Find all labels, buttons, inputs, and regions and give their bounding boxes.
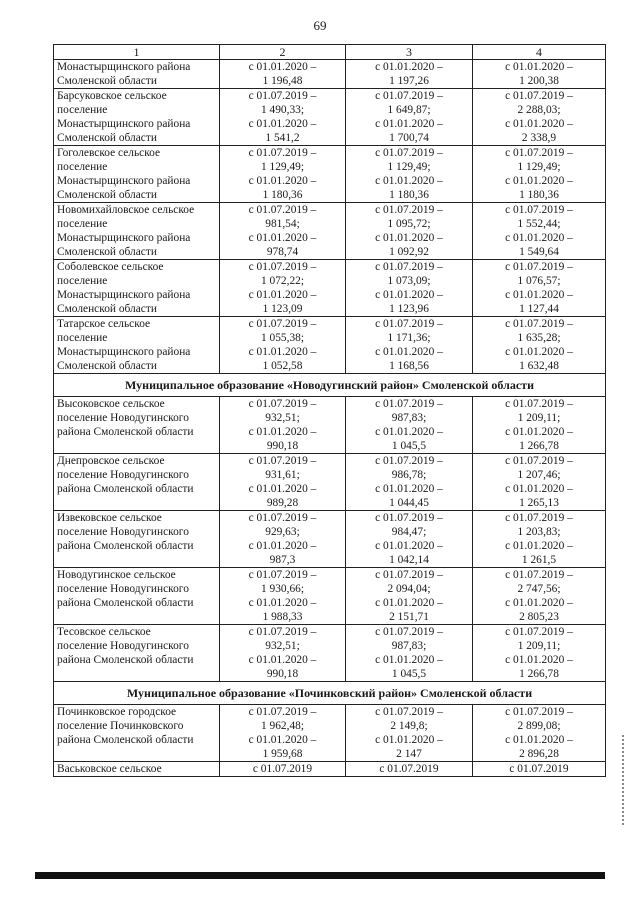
settlement-cell: Извековское сельское поселение Новодугинского района Смоленской области bbox=[54, 511, 220, 568]
tariff-cell-col3: с 01.07.2019 bbox=[346, 762, 473, 777]
tariff-cell-col4: с 01.07.2019 – 1 552,44; с 01.01.2020 – 1 549,64 bbox=[473, 203, 606, 260]
tariff-cell-col2: с 01.07.2019 – 1 055,38; с 01.01.2020 – 1 052,58 bbox=[220, 317, 346, 374]
settlement-cell: Монастырщинского района Смоленской области bbox=[54, 60, 220, 89]
tariff-cell-col4: с 01.01.2020 – 1 200,38 bbox=[473, 60, 606, 89]
tariff-cell-col4: с 01.07.2019 bbox=[473, 762, 606, 777]
header-cell-1: 1 bbox=[54, 45, 220, 60]
tariff-cell-col2: с 01.07.2019 – 1 930,66; с 01.01.2020 – 1 988,33 bbox=[220, 568, 346, 625]
settlement-cell: Днепровское сельское поселение Новодугинского района Смоленской области bbox=[54, 454, 220, 511]
tariff-cell-col3: с 01.07.2019 – 984,47; с 01.01.2020 – 1 042,14 bbox=[346, 511, 473, 568]
tariff-cell-col2: с 01.07.2019 – 932,51; с 01.01.2020 – 990,18 bbox=[220, 397, 346, 454]
settlement-cell: Васьковское сельское bbox=[54, 762, 220, 777]
tariff-cell-col3: с 01.07.2019 – 986,78; с 01.01.2020 – 1 044,45 bbox=[346, 454, 473, 511]
header-cell-2: 2 bbox=[220, 45, 346, 60]
settlement-cell: Соболевское сельское поселение Монастырщинского района Смоленской области bbox=[54, 260, 220, 317]
table-row bbox=[54, 568, 606, 625]
tariff-cell-col4: с 01.07.2019 – 1 203,83; с 01.01.2020 – 1 261,5 bbox=[473, 511, 606, 568]
tariff-table-body bbox=[54, 45, 606, 777]
header-cell-3: 3 bbox=[346, 45, 473, 60]
tariff-cell-col3: с 01.07.2019 – 1 073,09; с 01.01.2020 – 1 123,96 bbox=[346, 260, 473, 317]
tariff-cell-col2: с 01.07.2019 – 929,63; с 01.01.2020 – 987,3 bbox=[220, 511, 346, 568]
tariff-cell-col2: с 01.07.2019 – 981,54; с 01.01.2020 – 978,74 bbox=[220, 203, 346, 260]
tariff-cell-col4: с 01.07.2019 – 1 209,11; с 01.01.2020 – 1 266,78 bbox=[473, 397, 606, 454]
table-row bbox=[54, 625, 606, 682]
tariff-cell-col4: с 01.07.2019 – 1 129,49; с 01.01.2020 – 1 180,36 bbox=[473, 146, 606, 203]
tariff-cell-col2: с 01.07.2019 – 932,51; с 01.01.2020 – 990,18 bbox=[220, 625, 346, 682]
settlement-cell: Новомихайловское сельское поселение Монастырщинского района Смоленской области bbox=[54, 203, 220, 260]
section-header-row bbox=[54, 682, 606, 705]
settlement-cell: Гоголевское сельское поселение Монастырщинского района Смоленской области bbox=[54, 146, 220, 203]
table-header-row bbox=[54, 45, 606, 60]
tariff-cell-col4: с 01.07.2019 – 2 899,08; с 01.01.2020 – 2 896,28 bbox=[473, 705, 606, 762]
tariff-cell-col2: с 01.07.2019 – 1 962,48; с 01.01.2020 – 1 959,68 bbox=[220, 705, 346, 762]
tariff-cell-col4: с 01.07.2019 – 1 207,46; с 01.01.2020 – 1 265,13 bbox=[473, 454, 606, 511]
tariff-cell-col2: с 01.01.2020 – 1 196,48 bbox=[220, 60, 346, 89]
tariff-cell-col2: с 01.07.2019 – 931,61; с 01.01.2020 – 989,28 bbox=[220, 454, 346, 511]
tariff-cell-col3: с 01.07.2019 – 2 094,04; с 01.01.2020 – 2 151,71 bbox=[346, 568, 473, 625]
tariff-cell-col2: с 01.07.2019 – 1 072,22; с 01.01.2020 – 1 123,09 bbox=[220, 260, 346, 317]
page-number: 69 bbox=[313, 18, 327, 33]
table-row bbox=[54, 89, 606, 146]
scan-edge-marks bbox=[622, 735, 626, 825]
tariff-cell-col4: с 01.07.2019 – 2 288,03; с 01.01.2020 – 2 338,9 bbox=[473, 89, 606, 146]
tariff-cell-col3: с 01.07.2019 – 1 649,87; с 01.01.2020 – 1 700,74 bbox=[346, 89, 473, 146]
settlement-cell: Починковское городское поселение Починковского района Смоленской области bbox=[54, 705, 220, 762]
table-row bbox=[54, 146, 606, 203]
tariff-cell-col4: с 01.07.2019 – 1 076,57; с 01.01.2020 – 1 127,44 bbox=[473, 260, 606, 317]
tariff-cell-col4: с 01.07.2019 – 2 747,56; с 01.01.2020 – 2 805,23 bbox=[473, 568, 606, 625]
section-title: Муниципальное образование «Починковский район» Смоленской области bbox=[54, 682, 606, 705]
tariff-cell-col2: с 01.07.2019 bbox=[220, 762, 346, 777]
tariff-cell-col4: с 01.07.2019 – 1 209,11; с 01.01.2020 – 1 266,78 bbox=[473, 625, 606, 682]
tariff-table bbox=[53, 44, 606, 777]
settlement-cell: Новодугинское сельское поселение Новодугинского района Смоленской области bbox=[54, 568, 220, 625]
tariff-cell-col3: с 01.07.2019 – 1 171,36; с 01.01.2020 – 1 168,56 bbox=[346, 317, 473, 374]
tariff-cell-col3: с 01.01.2020 – 1 197,26 bbox=[346, 60, 473, 89]
tariff-cell-col2: с 01.07.2019 – 1 490,33; с 01.01.2020 – 1 541,2 bbox=[220, 89, 346, 146]
table-row bbox=[54, 511, 606, 568]
table-row bbox=[54, 260, 606, 317]
tariff-cell-col4: с 01.07.2019 – 1 635,28; с 01.01.2020 – 1 632,48 bbox=[473, 317, 606, 374]
settlement-cell: Барсуковское сельское поселение Монастырщинского района Смоленской области bbox=[54, 89, 220, 146]
table-row bbox=[54, 705, 606, 762]
section-header-row bbox=[54, 374, 606, 397]
header-cell-4: 4 bbox=[473, 45, 606, 60]
tariff-cell-col3: с 01.07.2019 – 987,83; с 01.01.2020 – 1 045,5 bbox=[346, 397, 473, 454]
tariff-cell-col2: с 01.07.2019 – 1 129,49; с 01.01.2020 – 1 180,36 bbox=[220, 146, 346, 203]
table-row bbox=[54, 317, 606, 374]
table-row bbox=[54, 203, 606, 260]
table-row bbox=[54, 762, 606, 777]
tariff-cell-col3: с 01.07.2019 – 987,83; с 01.01.2020 – 1 045,5 bbox=[346, 625, 473, 682]
section-title: Муниципальное образование «Новодугинский район» Смоленской области bbox=[54, 374, 606, 397]
tariff-cell-col3: с 01.07.2019 – 2 149,8; с 01.01.2020 – 2 147 bbox=[346, 705, 473, 762]
table-row bbox=[54, 397, 606, 454]
settlement-cell: Тесовское сельское поселение Новодугинского района Смоленской области bbox=[54, 625, 220, 682]
settlement-cell: Татарское сельское поселение Монастырщинского района Смоленской области bbox=[54, 317, 220, 374]
table-row bbox=[54, 60, 606, 89]
bottom-rule bbox=[35, 872, 605, 879]
tariff-cell-col3: с 01.07.2019 – 1 095,72; с 01.01.2020 – 1 092,92 bbox=[346, 203, 473, 260]
table-row bbox=[54, 454, 606, 511]
tariff-cell-col3: с 01.07.2019 – 1 129,49; с 01.01.2020 – 1 180,36 bbox=[346, 146, 473, 203]
settlement-cell: Высоковское сельское поселение Новодугинского района Смоленской области bbox=[54, 397, 220, 454]
